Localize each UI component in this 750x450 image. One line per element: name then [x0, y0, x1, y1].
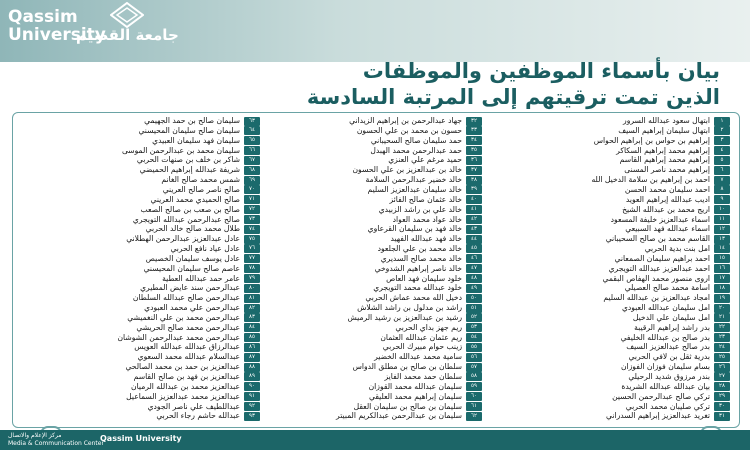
row-number-badge: ١٨: [714, 284, 730, 293]
employee-name: خالد عواد محمد العواد: [392, 214, 462, 224]
employee-name: عبدالرحمن صالح عبدالله السلطان: [132, 293, 240, 303]
row-number-badge: ٦٤: [244, 126, 260, 135]
employee-name: ريم جهز بداي الحربي: [395, 322, 462, 332]
employee-name: تغريد عبدالعزيز إبراهيم السدراني: [606, 411, 710, 421]
employee-name: جهاد عبدالرحمن بن إبراهيم الزيداني: [349, 116, 462, 126]
list-item: [486, 372, 730, 382]
list-item: [264, 283, 482, 293]
list-item: [264, 372, 482, 382]
row-number-badge: ٨٦: [244, 343, 260, 352]
employee-name: دخيل الله محمد عماش الحربي: [365, 293, 462, 303]
list-item: [486, 323, 730, 333]
page-subtitle: الذين تمت ترقيتهم إلى المرتبة السادسة: [306, 85, 720, 109]
list-item: [46, 224, 260, 234]
row-number-badge: ٤٩: [466, 284, 482, 293]
list-item: [46, 372, 260, 382]
list-item: [264, 313, 482, 323]
list-item: [264, 185, 482, 195]
list-item: [46, 392, 260, 402]
list-item: [46, 185, 260, 195]
row-number-badge: ٢٣: [714, 333, 730, 342]
employee-name: حمد عبدالرحمن محمد الهبدل: [370, 145, 462, 155]
row-number-badge: ٤٢: [466, 215, 482, 224]
list-item: [264, 274, 482, 284]
row-number-badge: ٣: [714, 136, 730, 145]
list-item: [46, 116, 260, 126]
list-item: [486, 224, 730, 234]
list-item: [46, 244, 260, 254]
row-number-badge: ١٥: [714, 254, 730, 263]
row-number-badge: ١٢: [714, 225, 730, 234]
row-number-badge: ٧٤: [244, 225, 260, 234]
list-item: [46, 264, 260, 274]
list-item: [264, 165, 482, 175]
list-item: [486, 244, 730, 254]
row-number-badge: ٦٦: [244, 146, 260, 155]
employee-name: اروى منصور محمد الهفاص البقمي: [602, 273, 710, 283]
list-item: [486, 155, 730, 165]
row-number-badge: ٥٧: [466, 363, 482, 372]
employee-name: عبدالسلام عبدالله محمد السعوي: [137, 352, 240, 362]
row-number-badge: ٣٢: [466, 117, 482, 126]
row-number-badge: ٢٤: [714, 343, 730, 352]
list-item: [46, 165, 260, 175]
employee-name: اريج محمد بن عبدالله الشيخ: [622, 204, 710, 214]
list-item: [46, 342, 260, 352]
employee-name: راشد بن مدلول بن راشد الشلاش: [357, 303, 462, 313]
employee-name: امل بنت بدية الحربي: [644, 244, 710, 254]
list-item: [486, 382, 730, 392]
employee-name: سامية محمد عبدالله الخضير: [374, 352, 462, 362]
employee-name: خالد خضير عبدالرحمن السلامة: [365, 175, 462, 185]
list-item: [264, 175, 482, 185]
logo-text-en-1: Qassim: [8, 7, 78, 27]
row-number-badge: ٥: [714, 156, 730, 165]
row-number-badge: ٥٠: [466, 294, 482, 303]
employee-name: عبدالرحمن محمد صالح الحريشي: [136, 322, 240, 332]
row-number-badge: ٣٣: [466, 126, 482, 135]
row-number-badge: ١٤: [714, 244, 730, 253]
row-number-badge: ٨٢: [244, 304, 260, 313]
row-number-badge: ٨٧: [244, 353, 260, 362]
row-number-badge: ٦٩: [244, 176, 260, 185]
row-number-badge: ٧٩: [244, 274, 260, 283]
row-number-badge: ٦٥: [244, 136, 260, 145]
footer-bar: [0, 430, 750, 450]
row-number-badge: ٩٠: [244, 382, 260, 391]
employee-name: سليمان بن صالح بن سليمان العقل: [353, 401, 462, 411]
row-number-badge: ٧٦: [244, 244, 260, 253]
employee-name: إبراهيم بن حواس بن إبراهيم الحواس: [593, 135, 710, 145]
employee-name: خالد فهد عبدالله الفهيد: [390, 234, 462, 244]
row-number-badge: ٣٩: [466, 185, 482, 194]
employee-name: عبداللطيف علي ناصر الجودي: [147, 401, 240, 411]
row-number-badge: ٥٨: [466, 372, 482, 381]
list-item: [264, 126, 482, 136]
employee-name: احمد سليمان محمد الحسن: [624, 184, 710, 194]
list-item: [486, 165, 730, 175]
list-item: [264, 342, 482, 352]
employee-name: اسامة محمد صالح العصيلي: [624, 283, 710, 293]
names-column-1: [486, 116, 730, 422]
list-item: [46, 352, 260, 362]
employee-name: اديب عبدالله إبراهيم العويد: [625, 194, 710, 204]
row-number-badge: ٥٤: [466, 333, 482, 342]
employee-name: احمد عبدالعزيز عبدالله التويجري: [608, 263, 710, 273]
list-item: [486, 283, 730, 293]
employee-name: خلود سليمان فهد العاص: [386, 273, 462, 283]
row-number-badge: ٥٢: [466, 313, 482, 322]
employee-name: حمد سليمان صالح السحيباني: [370, 135, 462, 145]
row-number-badge: ٢٩: [714, 392, 730, 401]
list-item: [486, 274, 730, 284]
row-number-badge: ٢٢: [714, 323, 730, 332]
list-item: [264, 362, 482, 372]
names-column-3: [46, 116, 260, 422]
row-number-badge: ٨: [714, 185, 730, 194]
list-item: [264, 411, 482, 421]
employee-name: اسماء عبدالعزيز خليفة المسعود: [610, 214, 710, 224]
row-number-badge: ١٣: [714, 235, 730, 244]
list-item: [46, 313, 260, 323]
list-item: [46, 136, 260, 146]
list-item: [264, 401, 482, 411]
list-item: [46, 362, 260, 372]
row-number-badge: ٦٠: [466, 392, 482, 401]
list-item: [486, 126, 730, 136]
row-number-badge: ٤٣: [466, 225, 482, 234]
row-number-badge: ٣٥: [466, 146, 482, 155]
employee-name: بدرية ثقل بن لافي الحربي: [628, 352, 710, 362]
row-number-badge: ٧٢: [244, 205, 260, 214]
list-item: [264, 155, 482, 165]
employee-name: سلطان حمد محمد الفايز: [384, 372, 462, 382]
list-item: [264, 303, 482, 313]
row-number-badge: ٧١: [244, 195, 260, 204]
employee-name: شريفة عبدالله إبراهيم الحميضي: [139, 165, 240, 175]
list-item: [486, 195, 730, 205]
employee-name: بندر مرزوق شديد الرحيلي: [628, 372, 710, 382]
employee-name: إبراهيم محمد إبراهيم القاسم: [619, 155, 710, 165]
list-item: [46, 293, 260, 303]
row-number-badge: ٧٥: [244, 235, 260, 244]
employee-name: عادل عبدالعزيز عبدالرحمن الهطلاني: [126, 234, 240, 244]
list-item: [46, 323, 260, 333]
employee-name: خلود عبدالله محمد التويجري: [373, 283, 462, 293]
employee-name: عاصم صالح سليمان المحيسني: [143, 263, 240, 273]
list-item: [264, 116, 482, 126]
row-number-badge: ٧٨: [244, 264, 260, 273]
row-number-badge: ٢٠: [714, 304, 730, 313]
row-number-badge: ٨٨: [244, 363, 260, 372]
row-number-badge: ٧٣: [244, 215, 260, 224]
employee-name: عبدالرحمن سند عايض المطيري: [140, 283, 240, 293]
list-item: [264, 323, 482, 333]
employee-name: إبراهيم محمد إبراهيم السكاكر: [616, 145, 710, 155]
employee-name: سليمان صالح بن حمد الجهيمي: [144, 116, 240, 126]
list-item: [486, 175, 730, 185]
row-number-badge: ٥٥: [466, 343, 482, 352]
employee-name: خالد محمد بن علي الجلعود: [377, 244, 462, 254]
row-number-badge: ٤٠: [466, 195, 482, 204]
list-item: [264, 333, 482, 343]
row-number-badge: ٤٦: [466, 254, 482, 263]
row-number-badge: ٧٠: [244, 185, 260, 194]
list-item: [486, 411, 730, 421]
list-item: [46, 126, 260, 136]
employee-name: عبدالعزيز محمد بن عبدالله الرميان: [131, 381, 240, 391]
row-number-badge: ٤: [714, 146, 730, 155]
list-item: [486, 205, 730, 215]
list-item: [264, 382, 482, 392]
row-number-badge: ١٠: [714, 205, 730, 214]
list-item: [486, 185, 730, 195]
employee-name: سليمان بن عبدالرحمن عبدالكريم المبيتر: [336, 411, 462, 421]
employee-name: صالح بن صعب بن صالح الصعب: [140, 204, 240, 214]
row-number-badge: ٤٨: [466, 274, 482, 283]
row-number-badge: ٦١: [466, 402, 482, 411]
row-number-badge: ٢١: [714, 313, 730, 322]
row-number-badge: ٢٧: [714, 372, 730, 381]
row-number-badge: ٩٣: [244, 412, 260, 421]
row-number-badge: ٤٧: [466, 264, 482, 273]
employee-name: عبدالرحمن محمد بن علي النغميشي: [127, 312, 240, 322]
row-number-badge: ٧: [714, 176, 730, 185]
list-item: [486, 136, 730, 146]
list-item: [486, 116, 730, 126]
row-number-badge: ٥٩: [466, 382, 482, 391]
list-item: [486, 146, 730, 156]
employee-name: ابتهال سليمان إبراهيم السيف: [618, 125, 710, 135]
list-item: [486, 254, 730, 264]
logo-text-ar: جامعة القصيم: [76, 26, 179, 44]
employee-name: سليمان صالح سليمان المحيسني: [138, 125, 240, 135]
employee-name: احمد بن إبراهيم بن سلامة الدخيل الله: [591, 175, 710, 185]
list-item: [46, 214, 260, 224]
row-number-badge: ١٧: [714, 274, 730, 283]
employee-name: القاسم محمد بن صالح السحيباني: [605, 234, 710, 244]
university-logo: [6, 2, 181, 54]
list-item: [46, 254, 260, 264]
employee-name: سليمان فهد سليمان العبيدي: [152, 135, 240, 145]
list-item: [46, 146, 260, 156]
row-number-badge: ٣٧: [466, 166, 482, 175]
row-number-badge: ٢٨: [714, 382, 730, 391]
row-number-badge: ٦: [714, 166, 730, 175]
footer-center-name-en: Media & Communication Center: [8, 440, 104, 447]
employee-name: تركي صليبان محمد الحربي: [625, 401, 710, 411]
row-number-badge: ٣٨: [466, 176, 482, 185]
list-item: [46, 283, 260, 293]
list-item: [46, 175, 260, 185]
employee-name: بدر صالح بن عبدالله الخليفي: [620, 332, 710, 342]
row-number-badge: ٢٥: [714, 353, 730, 362]
row-number-badge: ٣٤: [466, 136, 482, 145]
employee-name: صالح عبدالرحمن عبدالله التويجري: [132, 214, 240, 224]
list-item: [486, 362, 730, 372]
employee-name: عبدالعزيز محمد عبدالعزيز السماعيل: [126, 391, 240, 401]
employee-name: امل سليمان عبدالله العبودي: [621, 303, 710, 313]
list-item: [486, 313, 730, 323]
row-number-badge: ٨٣: [244, 313, 260, 322]
names-column-2: [264, 116, 482, 422]
list-item: [264, 224, 482, 234]
employee-name: تركي صالح عبدالرحمن الحسين: [612, 391, 710, 401]
row-number-badge: ٧٧: [244, 254, 260, 263]
row-number-badge: ١١: [714, 215, 730, 224]
row-number-badge: ٤٥: [466, 244, 482, 253]
footer-logo-text: Qassim University: [100, 434, 182, 443]
list-item: [264, 264, 482, 274]
employee-name: عبدالرحمن محمد عبدالرحمن الشوشان: [117, 332, 240, 342]
list-item: [264, 244, 482, 254]
employee-name: سليمان محمد بن عبدالرحمن الموسى: [121, 145, 240, 155]
list-item: [264, 352, 482, 362]
list-item: [486, 352, 730, 362]
employee-name: إبراهيم محمد ناصر المسنى: [624, 165, 710, 175]
list-item: [264, 234, 482, 244]
list-item: [486, 392, 730, 402]
employee-name: ابتهال سعود عبدالله السرور: [623, 116, 710, 126]
employee-name: زينب حوام مبيرك الحربي: [382, 342, 462, 352]
list-item: [486, 214, 730, 224]
list-item: [486, 401, 730, 411]
employee-name: شمس محمد صالح الغانم: [161, 175, 240, 185]
employee-name: رشيد بن عبدالعزيز بن رشيد الرميش: [347, 312, 462, 322]
employee-name: خالد علي بن راشد الزبيدي: [378, 204, 462, 214]
employee-name: بسام سليمان فوزان الفوزان: [620, 362, 710, 372]
employee-name: صالح الحميدي محمد العريني: [150, 194, 240, 204]
employee-name: خالد سليمان عبدالعزيز السليم: [367, 184, 462, 194]
list-item: [264, 205, 482, 215]
row-number-badge: ٣١: [714, 412, 730, 421]
footer-center-name-ar: مركز الإعلام والاتصال: [8, 432, 62, 439]
employee-name: عبدالرزاق عبدالله عبدالله العويس: [134, 342, 240, 352]
employee-name: حميد مرغم علي العنزي: [388, 155, 462, 165]
employee-name: امجاد عبدالعزيز بن عبدالله السليم: [603, 293, 710, 303]
row-number-badge: ٥١: [466, 304, 482, 313]
employee-name: صالح ناصر صالح العريني: [162, 184, 240, 194]
employee-name: عبدالله حاشم رجاء الحربي: [156, 411, 240, 421]
row-number-badge: ٨٠: [244, 284, 260, 293]
row-number-badge: ٥٦: [466, 353, 482, 362]
logo-text-en-2: University: [8, 25, 106, 45]
employee-name: امل سليمان علي الدخيل: [632, 312, 710, 322]
employee-name: اسماء عبدالله فهد السبيعي: [625, 224, 710, 234]
list-item: [264, 392, 482, 402]
list-item: [486, 234, 730, 244]
list-item: [46, 333, 260, 343]
employee-name: خالد عثمان صالح الفائز: [389, 194, 462, 204]
employee-name: عادل يوسف سليمان الخصيص: [145, 253, 240, 263]
row-number-badge: ٣٦: [466, 156, 482, 165]
row-number-badge: ٦٢: [466, 412, 482, 421]
list-item: [264, 254, 482, 264]
list-item: [46, 274, 260, 284]
row-number-badge: ١٩: [714, 294, 730, 303]
page-title: بيان بأسماء الموظفين والموظفات: [362, 59, 720, 83]
employee-name: عامر حمد عبدالله العطية: [162, 273, 240, 283]
list-item: [46, 382, 260, 392]
row-number-badge: ٩: [714, 195, 730, 204]
list-item: [486, 303, 730, 313]
row-number-badge: ٥٣: [466, 323, 482, 332]
employee-name: سليمان عبدالله محمد القوزان: [368, 381, 462, 391]
list-item: [486, 333, 730, 343]
list-item: [486, 293, 730, 303]
footer-center-name: [8, 432, 104, 448]
logo-emblem-icon: [110, 2, 144, 28]
employee-name: عبدالعزيز بن حمد بن محمد الصالحي: [125, 362, 240, 372]
employee-name: خالد محمد صالح السديري: [380, 253, 462, 263]
employee-name: احمد براهيم سليمان الصمعاني: [614, 253, 710, 263]
list-item: [486, 342, 730, 352]
row-number-badge: ٨٥: [244, 333, 260, 342]
list-item: [46, 303, 260, 313]
row-number-badge: ١٦: [714, 264, 730, 273]
employee-name: ريم عثمان عبدالله العثمان: [380, 332, 462, 342]
row-number-badge: ٦٧: [244, 156, 260, 165]
row-number-badge: ٤١: [466, 205, 482, 214]
employee-name: عبدالعزيز بن فهد بن صالح القاسم: [133, 372, 240, 382]
list-item: [46, 234, 260, 244]
employee-name: بدر راشد إبراهيم الرقيبة: [634, 322, 710, 332]
employee-name: خالد فهد بن سليمان القرعاوي: [367, 224, 462, 234]
row-number-badge: ٢٦: [714, 363, 730, 372]
row-number-badge: ١: [714, 117, 730, 126]
employee-name: بيان عبدالله عبدالله الشريدة: [621, 381, 710, 391]
list-item: [264, 136, 482, 146]
employee-name: سلطان بن صالح بن مطلق الدواس: [352, 362, 462, 372]
row-number-badge: ٨٩: [244, 372, 260, 381]
row-number-badge: ٢: [714, 126, 730, 135]
employee-name: عادل عياد نافع الحربي: [170, 244, 240, 254]
row-number-badge: ٤٤: [466, 235, 482, 244]
list-item: [46, 411, 260, 421]
list-item: [46, 401, 260, 411]
row-number-badge: ٦٨: [244, 166, 260, 175]
list-item: [264, 146, 482, 156]
list-item: [46, 205, 260, 215]
employee-name: طلال محمد صالح خالد الحربي: [145, 224, 240, 234]
row-number-badge: ٦٣: [244, 117, 260, 126]
list-item: [264, 293, 482, 303]
employee-name: بدر صالح عبدالعزيز السيف: [626, 342, 710, 352]
employee-name: سليمان إبراهيم محمد العليقي: [369, 391, 462, 401]
list-item: [46, 195, 260, 205]
list-item: [486, 264, 730, 274]
employee-name: خالد بن عبدالعزيز بن علي الحسون: [352, 165, 462, 175]
employee-name: شاكر بن خلف بن صنهات الحربي: [136, 155, 240, 165]
list-item: [46, 155, 260, 165]
list-item: [264, 195, 482, 205]
row-number-badge: ٣٠: [714, 402, 730, 411]
list-item: [264, 214, 482, 224]
row-number-badge: ٩١: [244, 392, 260, 401]
row-number-badge: ٩٢: [244, 402, 260, 411]
row-number-badge: ٨١: [244, 294, 260, 303]
employee-name: عبدالرحمن علي محمد العبودي: [144, 303, 240, 313]
employee-name: حسون بن محمد بن علي الحسون: [356, 125, 462, 135]
employee-name: خالد ناصر إبراهيم الشدوخي: [374, 263, 462, 273]
row-number-badge: ٨٤: [244, 323, 260, 332]
